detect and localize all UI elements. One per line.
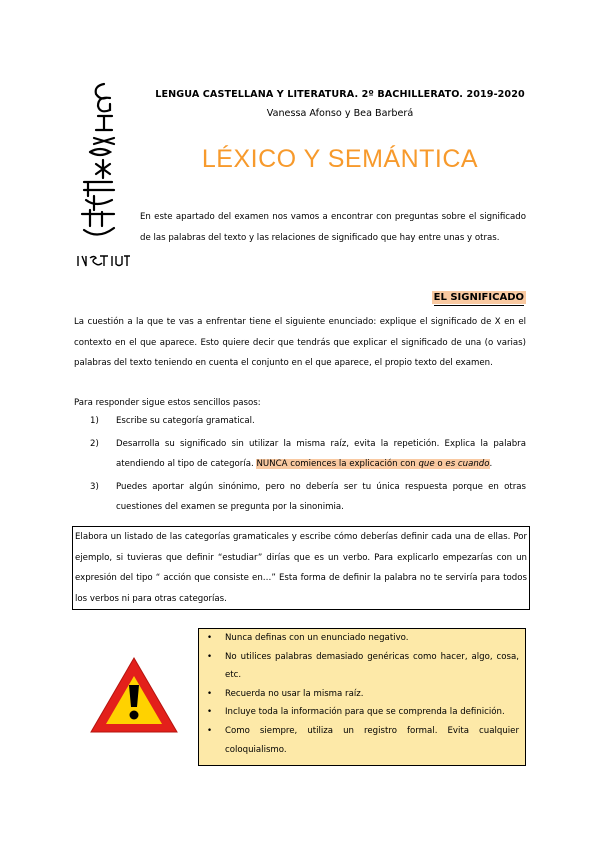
main-title: LÉXICO Y SEMÁNTICA	[201, 145, 479, 173]
tip-item: • Nunca definas con un enunciado negativo.	[199, 629, 519, 648]
tips-box	[198, 628, 526, 766]
steps-intro: Para responder sigue estos sencillos pasos:	[74, 398, 261, 408]
school-logo	[74, 78, 130, 274]
tip-item: • Como siempre, utiliza un registro formal. Evita cualquier coloquialismo.	[199, 722, 519, 759]
step-number: 3)	[90, 481, 99, 492]
step-text: Puedes aportar algún sinónimo, pero no debería ser tu única respuesta porque en otras cuestiones del examen se pregunta por la sinonimia.	[116, 481, 526, 513]
steps-list	[90, 411, 526, 518]
section-heading: EL SIGNIFICADO	[433, 292, 524, 303]
body-paragraph: La cuestión a la que te vas a enfrentar tiene el siguiente enunciado: explique el significado de X en el contexto en el que aparece. Esto quiere decir que tendrás que explicar el significado de una (o varias) palabras del texto teniendo en cuenta el conjunto en el que aparece, el propio texto del examen.	[74, 317, 526, 369]
step-item	[90, 411, 526, 432]
step-item: 2) Desarrolla su significado sin utilizar la misma raíz, evita la repetición. Explica la palabra atendiendo al tipo de categoría. NUNCA comiences la explicación con que o es cuando.	[90, 434, 526, 475]
warning-sign-icon	[88, 655, 180, 735]
step-item	[90, 477, 526, 518]
header-authors: Vanessa Afonso y Bea Barberá	[266, 108, 414, 119]
step-number: 1)	[90, 416, 99, 426]
tip-item: • Incluye toda la información para que se comprenda la definición.	[199, 703, 519, 722]
exercise-box: Elabora un listado de las categorías gramaticales y escribe cómo deberías definir cada una de ellas. Por ejemplo, si tuvieras que definir “estudiar” dirías que es un verbo. Para explicarlo empezarías con un expresión del tipo “ acción que consiste en…” Esta forma de definir la palabra no te serviría para todos los verbos ni para otras categorías.	[72, 526, 530, 610]
tip-item: • Recuerda no usar la misma raíz.	[199, 685, 519, 704]
tip-item: • No utilices palabras demasiado genéricas como hacer, algo, cosa, etc.	[199, 648, 519, 685]
step-text: Desarrolla su significado sin utilizar la misma raíz, evita la repetición. Explica la palabra atendiendo al tipo de categoría.	[116, 438, 526, 470]
highlighted-warning: NUNCA comiences la explicación con que o es cuando	[256, 459, 490, 470]
header-title: LENGUA CASTELLANA Y LITERATURA. 2º BACHILLERATO. 2019-2020	[155, 89, 525, 100]
step-number: 2)	[90, 438, 99, 449]
intro-paragraph: En este apartado del examen nos vamos a encontrar con preguntas sobre el significado de las palabras del texto y las relaciones de significado que hay entre unas y otras.	[140, 212, 526, 243]
step-text: Escribe su categoría gramatical.	[116, 416, 255, 426]
